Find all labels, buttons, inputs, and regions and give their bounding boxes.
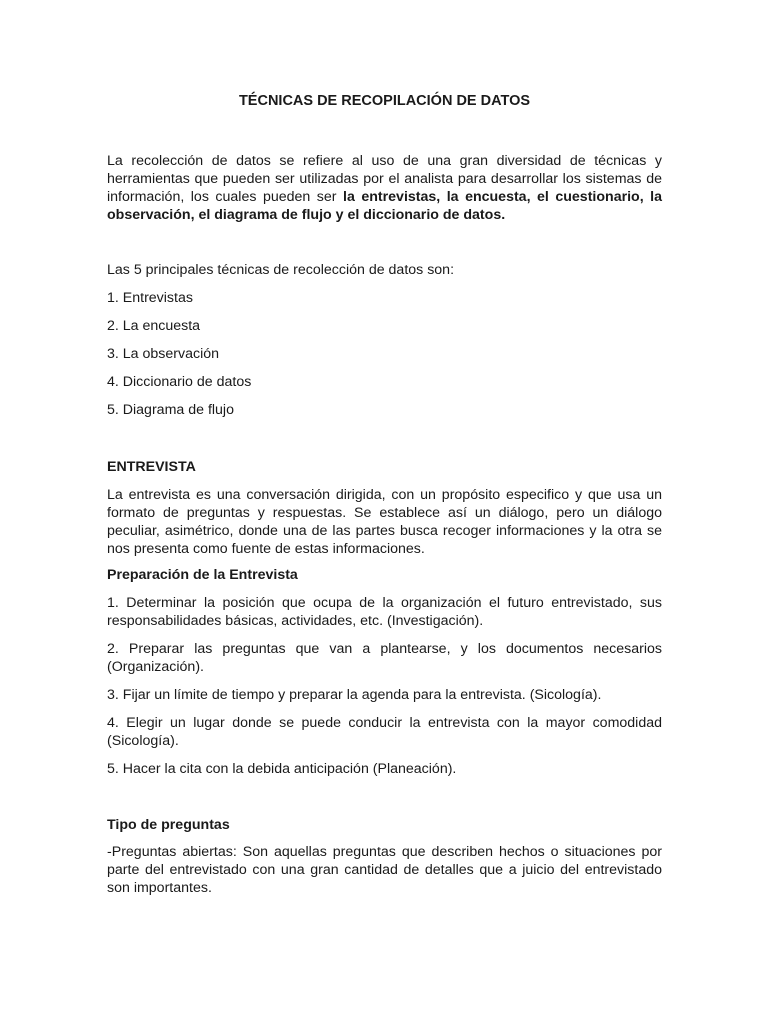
entrevista-paragraph: La entrevista es una conversación dirigida, con un propósito especifico y que usa un formato de preguntas y respuestas. Se establece así un diálogo, pero un diálogo peculiar, asimétrico, donde una de las partes busca recoger informaciones y la otra se nos presenta como fuente de estas informaciones. xyxy=(107,487,662,557)
section-heading-preguntas: Tipo de preguntas xyxy=(107,817,230,833)
technique-item: 2. La encuesta xyxy=(107,318,201,334)
prep-item: 3. Fijar un límite de tiempo y preparar la agenda para la entrevista. (Sicología). xyxy=(107,687,602,703)
intro-bold-text: la entrevistas, la encuesta, el cuestionario, la observación, el diagrama de flujo y el diccionario de datos. xyxy=(107,189,662,223)
prep-item: 5. Hacer la cita con la debida anticipación (Planeación). xyxy=(107,761,457,777)
intro-paragraph xyxy=(107,152,662,224)
document-title: TÉCNICAS DE RECOPILACIÓN DE DATOS xyxy=(238,93,531,109)
prep-item: 4. Elegir un lugar donde se puede conducir la entrevista con la mayor comodidad (Sicología). xyxy=(107,715,662,749)
techniques-lead: Las 5 principales técnicas de recolección de datos son: xyxy=(107,262,455,278)
document-page xyxy=(107,0,662,1024)
technique-item: 3. La observación xyxy=(107,346,219,362)
section-heading-preparacion: Preparación de la Entrevista xyxy=(107,567,298,583)
prep-item: 1. Determinar la posición que ocupa de la organización el futuro entrevistado, sus responsabilidades básicas, actividades, etc. (Investigación). xyxy=(107,595,662,629)
section-heading-entrevista: ENTREVISTA xyxy=(107,459,196,475)
prep-item: 2. Preparar las preguntas que van a plantearse, y los documentos necesarios (Organización). xyxy=(107,641,662,675)
technique-item: 5. Diagrama de flujo xyxy=(107,402,234,418)
preguntas-abiertas-paragraph: -Preguntas abiertas: Son aquellas preguntas que describen hechos o situaciones por parte del entrevistado con una gran cantidad de detalles que a juicio del entrevistado son importantes. xyxy=(107,844,662,896)
technique-item: 1. Entrevistas xyxy=(107,290,193,306)
technique-item: 4. Diccionario de datos xyxy=(107,374,252,390)
intro-text: La recolección de datos se refiere al uso de una gran diversidad de técnicas y herramientas que pueden ser utilizadas por el analista para desarrollar los sistemas de información, los cuales pueden ser xyxy=(107,153,662,205)
